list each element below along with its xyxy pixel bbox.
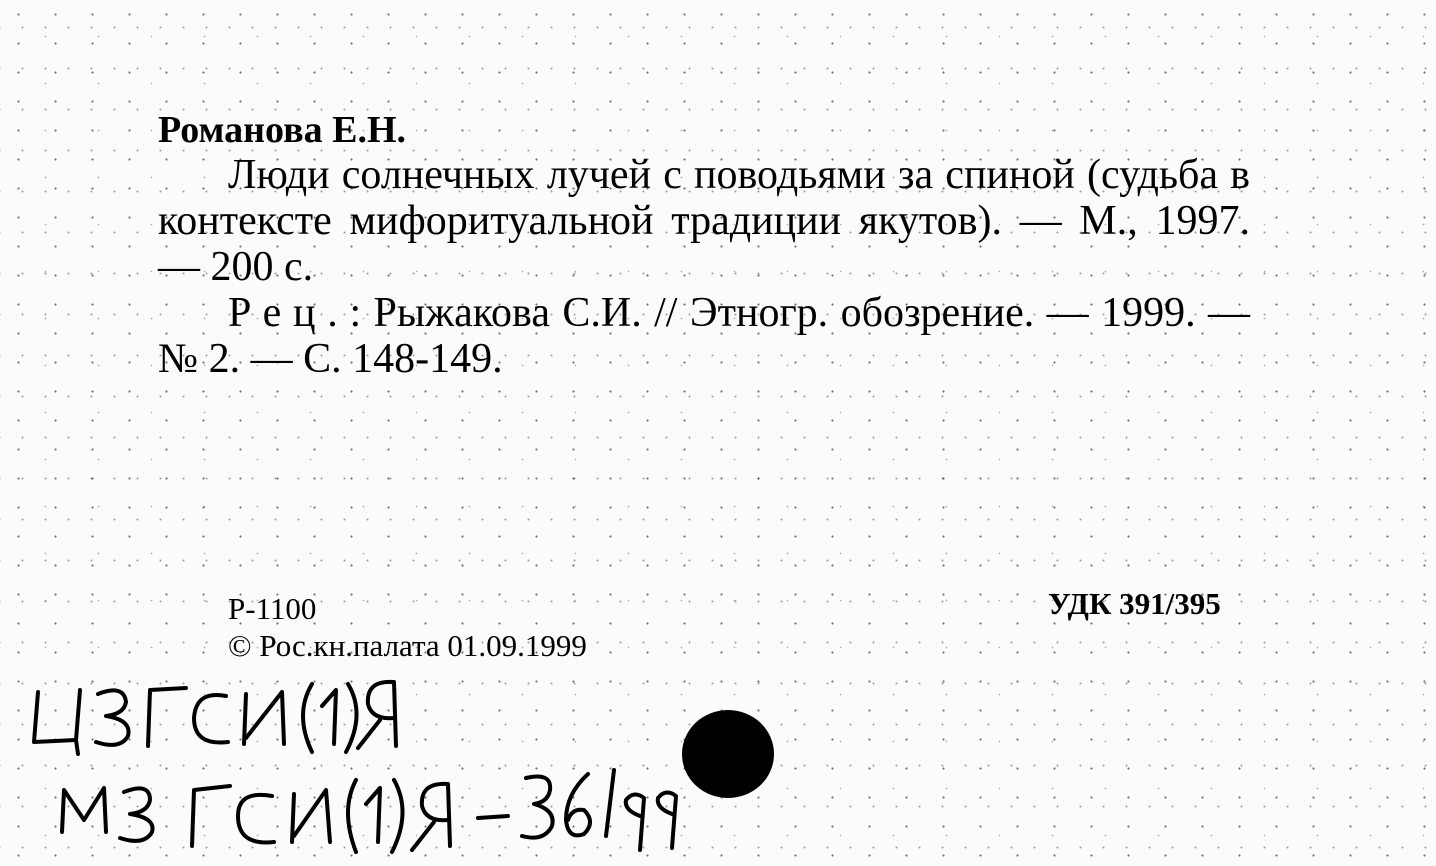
author-name: Романова Е.Н. — [158, 109, 407, 151]
bibliographic-entry — [158, 108, 1250, 382]
review-reference — [158, 290, 1250, 382]
handwritten-mark-line-1 — [34, 682, 396, 754]
review-text: : Рыжакова С.И. // Этногр. обозрение. — 1999. — № 2. — С. 148-149. — [158, 290, 1250, 382]
classification-code: Р-1100 — [228, 591, 317, 626]
book-title: Люди солнечных лучей с поводьями за спиной (судьба в контексте мифоритуальной традиции якутов). — М., 1997. — 200 с. — [158, 152, 1250, 290]
review-label: Рец. — [228, 290, 350, 336]
punch-hole — [682, 710, 774, 798]
handwritten-mark-line-2 — [62, 770, 676, 852]
handwritten-shelf-marks — [0, 670, 760, 866]
udk-code: УДК 391/395 — [1048, 586, 1221, 621]
copyright-line: © Рос.кн.палата 01.09.1999 — [228, 628, 587, 663]
